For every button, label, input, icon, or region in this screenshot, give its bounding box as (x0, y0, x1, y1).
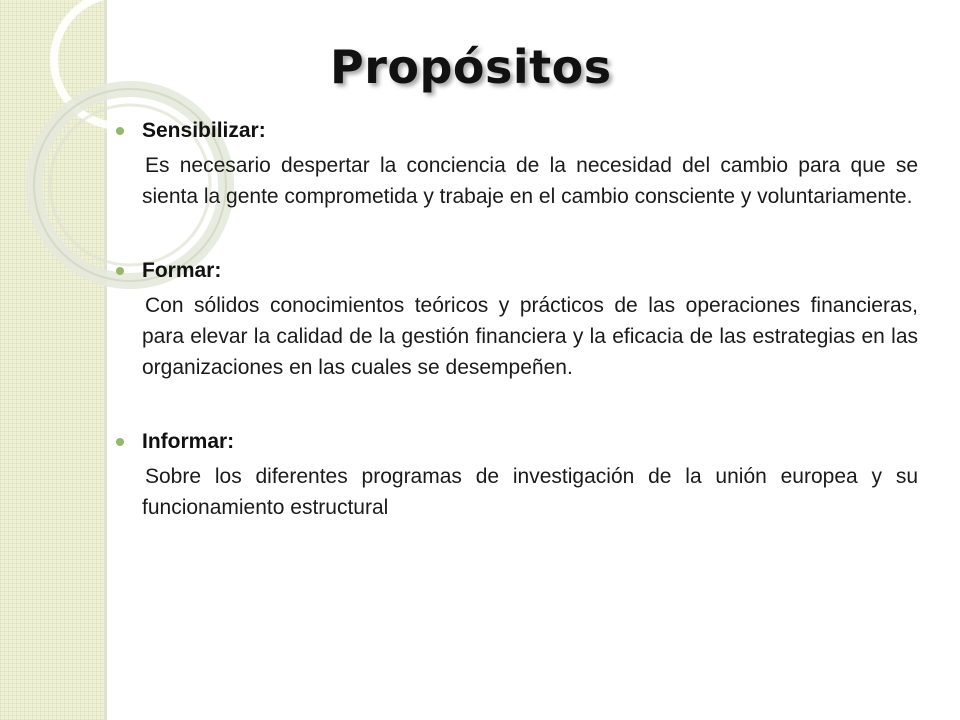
purpose-list (112, 112, 918, 563)
item-description: Sobre los diferentes programas de investigación de la unión europea y su funcionamiento estructural (142, 465, 918, 519)
list-item (112, 112, 918, 212)
item-description: Con sólidos conocimientos teóricos y prácticos de las operaciones financieras, para elevar la calidad de la gestión financiera y la eficacia de las estrategias en las organizaciones en las cuales se desempeñen. (142, 294, 918, 379)
list-item-header (112, 423, 918, 461)
item-label-formar: Formar: (142, 259, 222, 282)
bullet-icon (116, 127, 124, 135)
slide-title: Propósitos (330, 40, 612, 94)
list-item (112, 423, 918, 523)
item-label-sensibilizar: Sensibilizar: (142, 119, 266, 142)
list-item (112, 252, 918, 383)
item-label-informar: Informar: (142, 430, 235, 453)
list-item-header (112, 252, 918, 290)
bullet-icon (116, 438, 124, 446)
list-item-header (112, 112, 918, 150)
item-description: Es necesario despertar la conciencia de la necesidad del cambio para que se sienta la gente comprometida y trabaje en el cambio consciente y voluntariamente. (142, 154, 918, 208)
bullet-icon (116, 267, 124, 275)
